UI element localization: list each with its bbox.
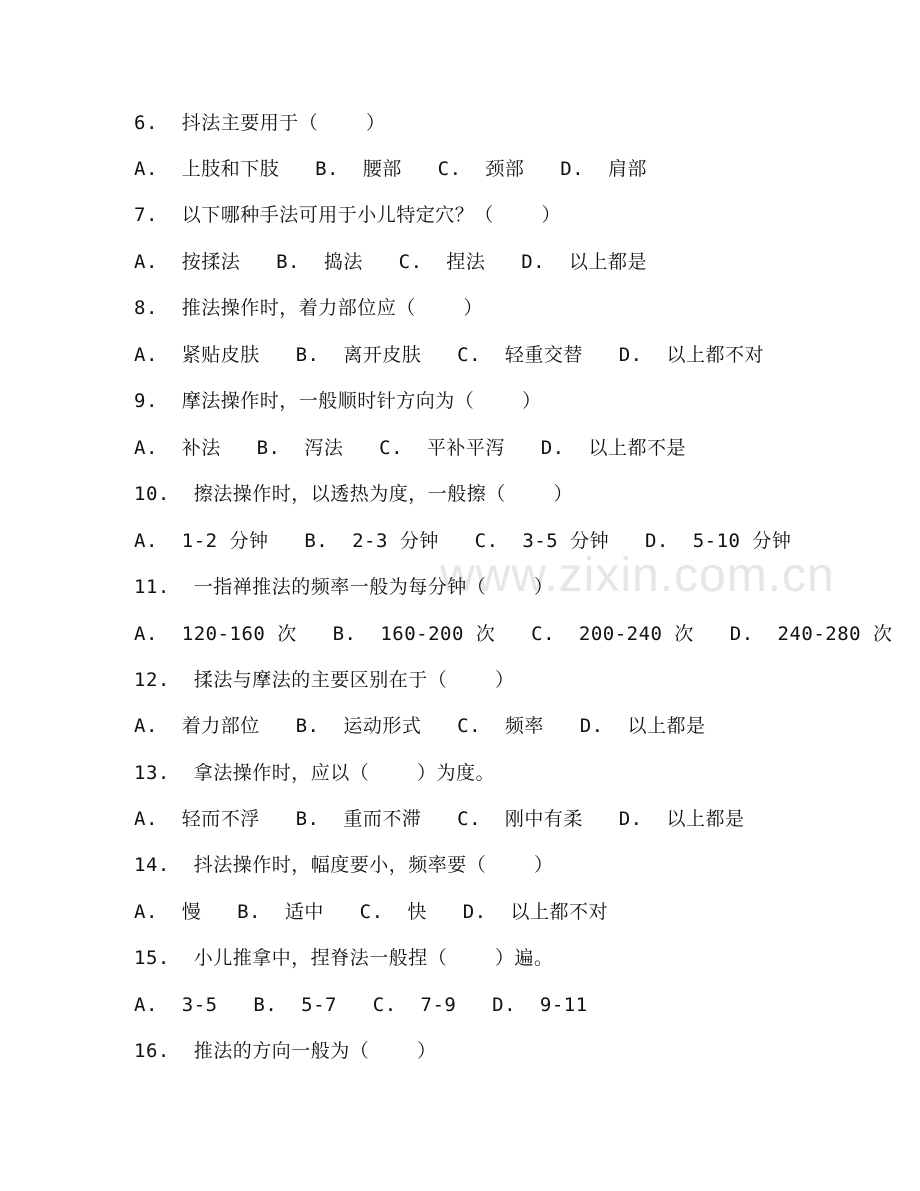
question-12: 12. 揉法与摩法的主要区别在于（ ） xyxy=(134,669,515,691)
question-11: 11. 一指禅推法的频率一般为每分钟（ ） xyxy=(134,576,554,598)
options-14: A. 慢 B. 适中 C. 快 D. 以上都不对 xyxy=(134,901,608,923)
question-15: 15. 小儿推拿中，捏脊法一般捏（ ）遍。 xyxy=(134,947,554,969)
options-11: A. 120-160 次 B. 160-200 次 C. 200-240 次 D. 240-280 次 xyxy=(134,623,893,645)
options-6: A. 上肢和下肢 B. 腰部 C. 颈部 D. 肩部 xyxy=(134,158,647,180)
question-9: 9. 摩法操作时，一般顺时针方向为（ ） xyxy=(134,390,542,412)
question-10: 10. 擦法操作时，以透热为度，一般擦（ ） xyxy=(134,483,573,505)
question-13: 13. 拿法操作时，应以（ ）为度。 xyxy=(134,762,495,784)
question-6: 6. 抖法主要用于（ ） xyxy=(134,112,386,134)
question-14: 14. 抖法操作时，幅度要小，频率要（ ） xyxy=(134,854,554,876)
watermark: www.zixin.com.cn xyxy=(440,549,835,602)
options-15: A. 3-5 B. 5-7 C. 7-9 D. 9-11 xyxy=(134,994,588,1016)
options-9: A. 补法 B. 泻法 C. 平补平泻 D. 以上都不是 xyxy=(134,437,686,459)
options-7: A. 按揉法 B. 捣法 C. 捏法 D. 以上都是 xyxy=(134,251,647,273)
options-12: A. 着力部位 B. 运动形式 C. 频率 D. 以上都是 xyxy=(134,715,706,737)
options-10: A. 1-2 分钟 B. 2-3 分钟 C. 3-5 分钟 D. 5-10 分钟 xyxy=(134,530,792,552)
options-13: A. 轻而不浮 B. 重而不滞 C. 刚中有柔 D. 以上都是 xyxy=(134,808,745,830)
options-8: A. 紧贴皮肤 B. 离开皮肤 C. 轻重交替 D. 以上都不对 xyxy=(134,344,764,366)
question-7: 7. 以下哪种手法可用于小儿特定穴？（ ） xyxy=(134,204,562,226)
question-16: 16. 推法的方向一般为（ ） xyxy=(134,1040,437,1062)
question-8: 8. 推法操作时，着力部位应（ ） xyxy=(134,297,484,319)
